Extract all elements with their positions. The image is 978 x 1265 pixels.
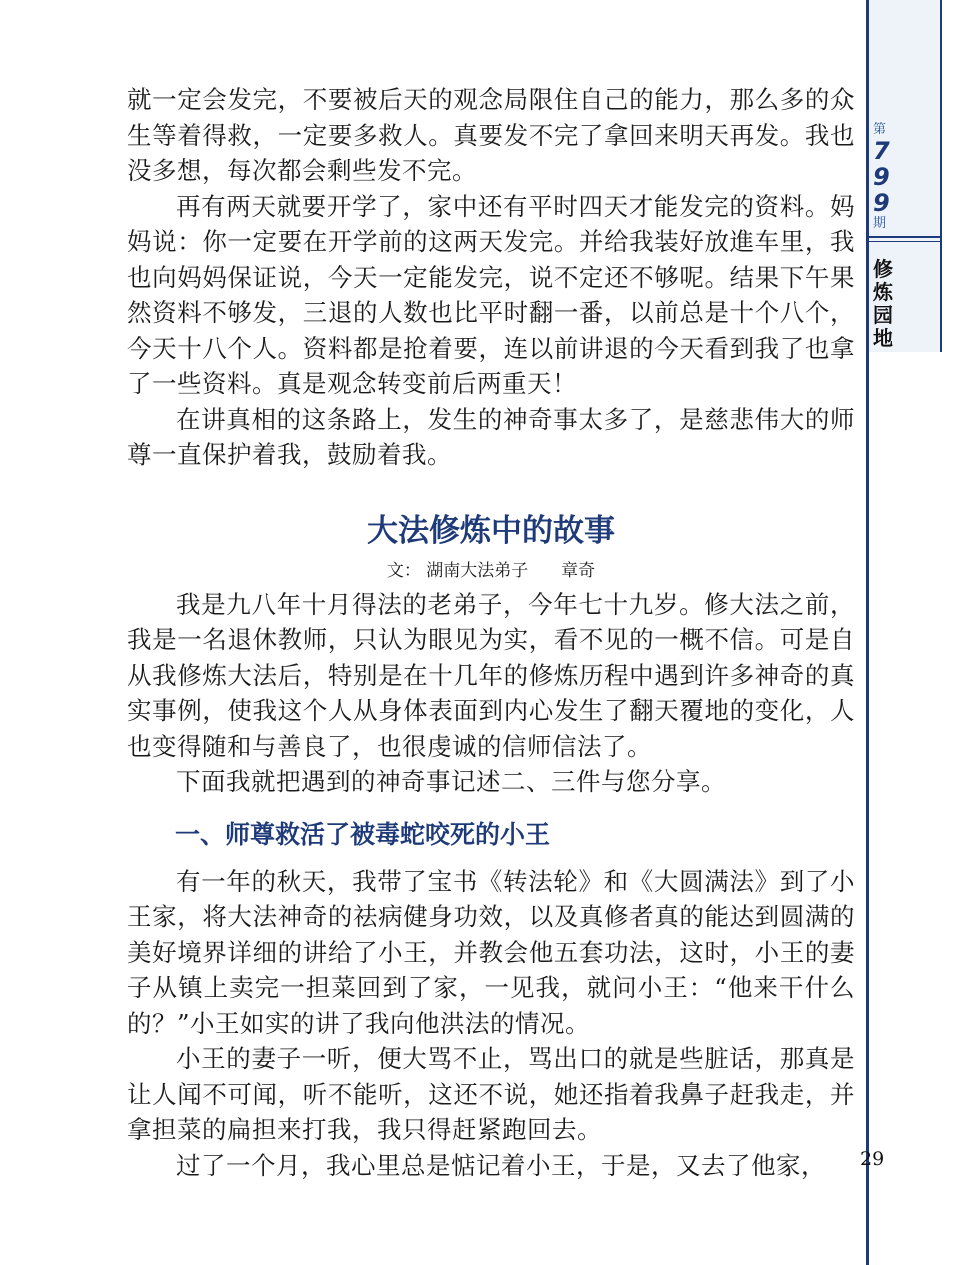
sidebar-divider <box>866 236 942 238</box>
byline-prefix: 文： <box>386 560 421 581</box>
article-body <box>127 82 855 1183</box>
issue-digit: 7 <box>873 137 890 165</box>
section-char: 修 <box>873 257 893 281</box>
paragraph: 下面我就把遇到的神奇事记述二、三件与您分享。 <box>176 767 726 796</box>
issue-suffix: 期 <box>873 216 887 231</box>
issue-prefix: 第 <box>873 122 887 137</box>
sidebar <box>866 0 978 1265</box>
byline-author-desc: 湖南大法弟子 <box>426 560 529 581</box>
paragraph: 再有两天就要开学了，家中还有平时四天才能发完的资料。妈妈说：你一定要在开学前的这两天发完。并给我装好放進车里，我也向妈妈保证说，今天一定能发完，说不定还不够呢。结果下午果然资料不够发，三退的人数也比平时翻一番，以前总是十个八个，今天十八个人。资料都是抢着要，连以前讲退的今天看到我了也拿了一些资料。真是观念转变前后两重天！ <box>127 191 855 398</box>
paragraph: 有一年的秋天，我带了宝书《转法轮》和《大圆满法》到了小王家，将大法神奇的祛病健身功效，以及真修者真的能达到圆满的美好境界详细的讲给了小王，并教会他五套功法，这时，小王的妻子从镇上卖完一担菜回到了家，一见我，就问小王：“他来干什么的？”小王如实的讲了我向他洪法的情况。 <box>127 866 855 1038</box>
paragraph: 小王的妻子一听，便大骂不止，骂出口的就是些脏话，那真是让人闻不可闻，听不能听，这还不说，她还指着我鼻子赶我走，并拿担菜的扁担来打我，我只得赶紧跑回去。 <box>127 1044 855 1144</box>
paragraph: 我是九八年十月得法的老弟子，今年七十九岁。修大法之前，我是一名退休教师，只认为眼见为实，看不见的一概不信。可是自从我修炼大法后，特别是在十几年的修炼历程中遇到许多神奇的真实事例，使我这个人从身体表面到内心发生了翻天覆地的变化，人也变得随和与善良了，也很虔诚的信师信法了。 <box>127 589 855 761</box>
paragraph: 在讲真相的这条路上，发生的神奇事太多了，是慈悲伟大的师尊一直保护着我，鼓励着我。 <box>127 404 855 469</box>
paragraph: 过了一个月，我心里总是惦记着小王，于是，又去了他家， <box>176 1150 826 1180</box>
issue-digit: 9 <box>873 163 890 191</box>
section-name <box>869 258 943 350</box>
article-title: 大法修炼中的故事 <box>367 512 615 549</box>
section-heading: 一、师尊救活了被毒蛇咬死的小王 <box>175 819 551 849</box>
issue-digit: 9 <box>873 189 890 217</box>
section-char: 园 <box>873 303 893 327</box>
sidebar-divider <box>866 241 942 242</box>
issue-number <box>869 122 943 232</box>
paragraph: 就一定会发完，不要被后天的观念局限住自己的能力，那么多的众生等着得救，一定要多救人。真要发不完了拿回来明天再发。我也没多想，每次都会剩些发不完。 <box>127 85 855 185</box>
page-number: 29 <box>860 1148 885 1170</box>
section-char: 地 <box>873 326 893 350</box>
byline-name: 章奇 <box>561 560 596 581</box>
section-char: 炼 <box>873 280 893 304</box>
byline <box>127 559 855 583</box>
